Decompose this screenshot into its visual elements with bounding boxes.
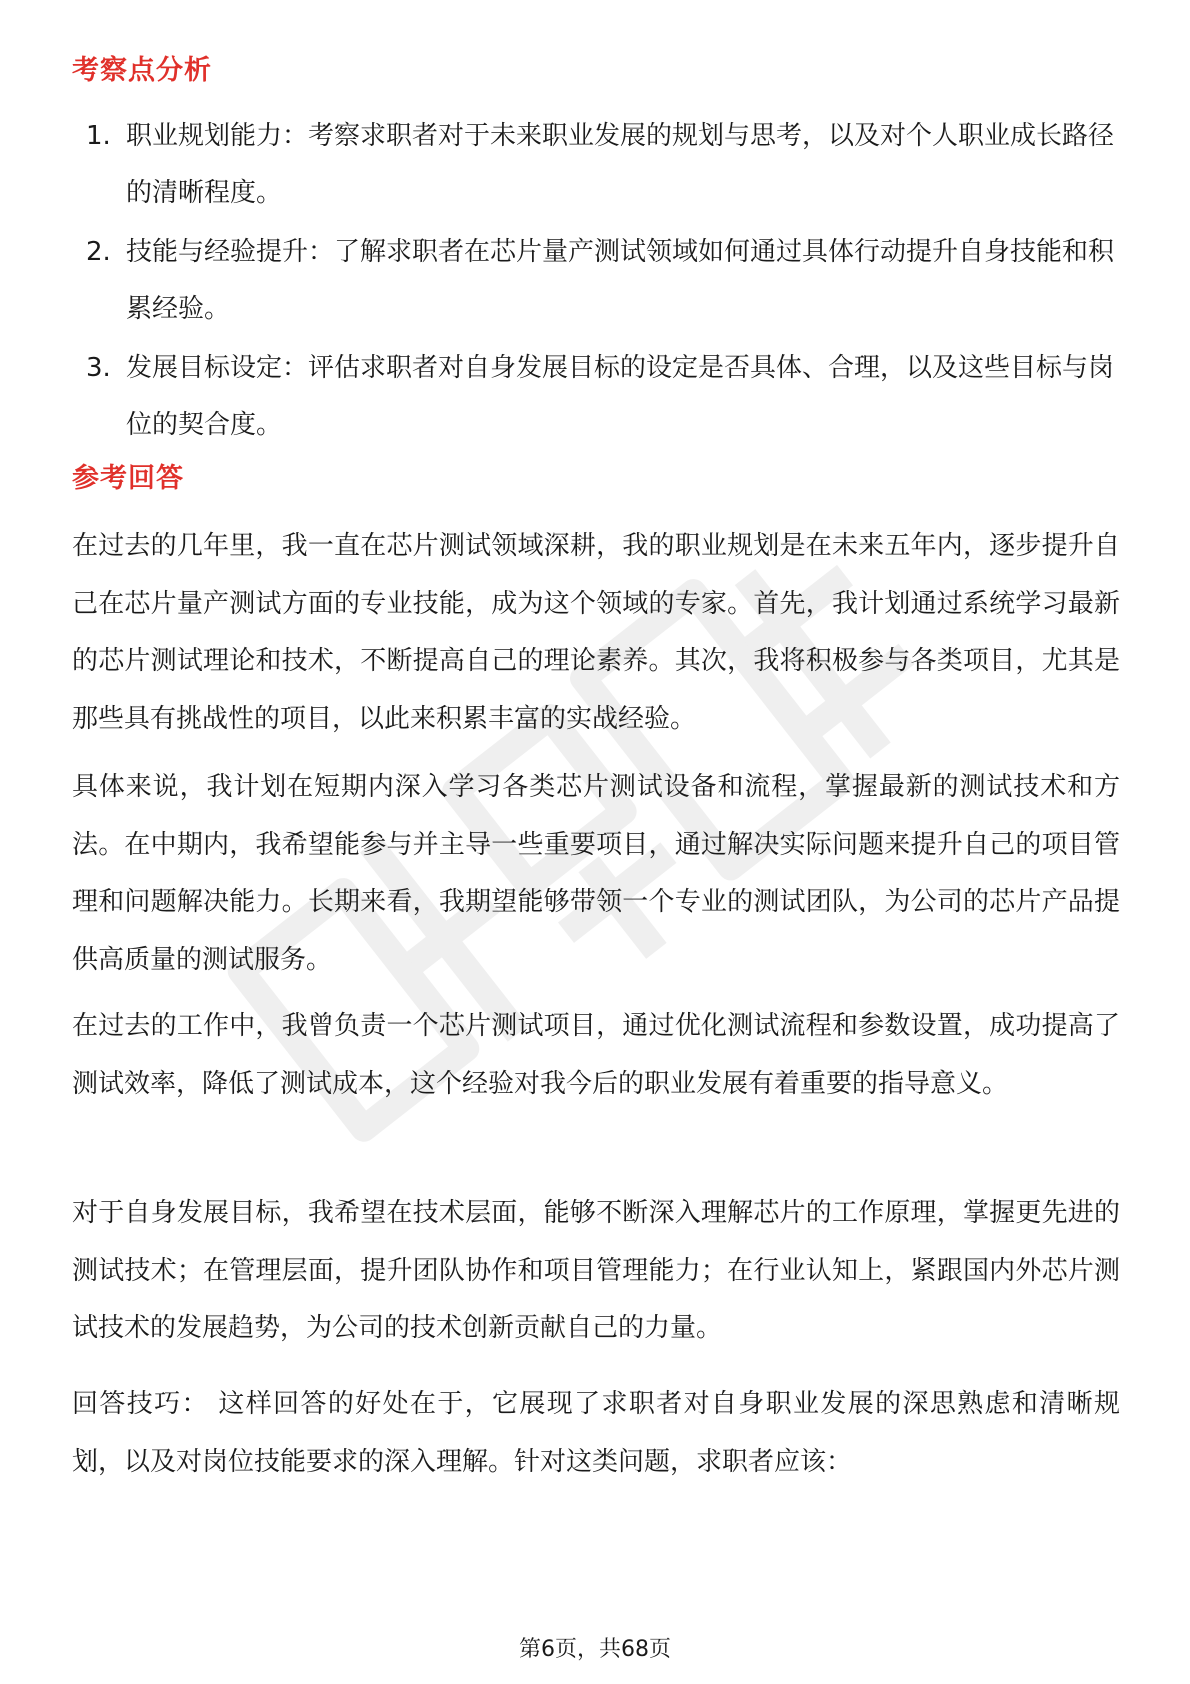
list-number: 2. xyxy=(86,237,111,267)
list-number: 3. xyxy=(86,353,111,383)
answer-heading: 参考回答 xyxy=(72,463,184,494)
page-number: 第6页，共68页 xyxy=(519,1637,671,1662)
analysis-list xyxy=(72,108,1122,456)
list-item-text: 技能与经验提升：了解求职者在芯片量产测试领域如何通过具体行动提升自身技能和积累经验。 xyxy=(126,237,1115,324)
answer-paragraph: 对于自身发展目标，我希望在技术层面，能够不断深入理解芯片的工作原理，掌握更先进的测试技术；在管理层面，提升团队协作和项目管理能力；在行业认知上，紧跟国内外芯片测试技术的发展趋势，为公司的技术创新贡献自己的力量。 xyxy=(72,1198,1120,1343)
answer-paragraph: 在过去的工作中，我曾负责一个芯片测试项目，通过优化测试流程和参数设置，成功提高了测试效率，降低了测试成本，这个经验对我今后的职业发展有着重要的指导意义。 xyxy=(72,1011,1120,1099)
list-number: 1. xyxy=(86,121,111,151)
answer-paragraph: 具体来说，我计划在短期内深入学习各类芯片测试设备和流程，掌握最新的测试技术和方法。在中期内，我希望能参与并主导一些重要项目，通过解决实际问题来提升自己的项目管理和问题解决能力。长期来看，我期望能够带领一个专业的测试团队，为公司的芯片产品提供高质量的测试服务。 xyxy=(72,772,1120,975)
list-item xyxy=(72,108,1122,222)
list-item xyxy=(72,340,1122,454)
analysis-heading: 考察点分析 xyxy=(72,55,212,86)
list-item-text: 发展目标设定：评估求职者对自身发展目标的设定是否具体、合理，以及这些目标与岗位的契合度。 xyxy=(126,353,1115,440)
answer-tip-paragraph: 回答技巧： 这样回答的好处在于，它展现了求职者对自身职业发展的深思熟虑和清晰规划，以及对岗位技能要求的深入理解。针对这类问题，求职者应该： xyxy=(72,1389,1120,1477)
list-item xyxy=(72,224,1122,338)
answer-paragraph: 在过去的几年里，我一直在芯片测试领域深耕，我的职业规划是在未来五年内，逐步提升自己在芯片量产测试方面的专业技能，成为这个领域的专家。首先，我计划通过系统学习最新的芯片测试理论和技术，不断提高自己的理论素养。其次，我将积极参与各类项目，尤其是那些具有挑战性的项目，以此来积累丰富的实战经验。 xyxy=(72,531,1120,734)
list-item-text: 职业规划能力：考察求职者对于未来职业发展的规划与思考，以及对个人职业成长路径的清晰程度。 xyxy=(126,121,1115,208)
